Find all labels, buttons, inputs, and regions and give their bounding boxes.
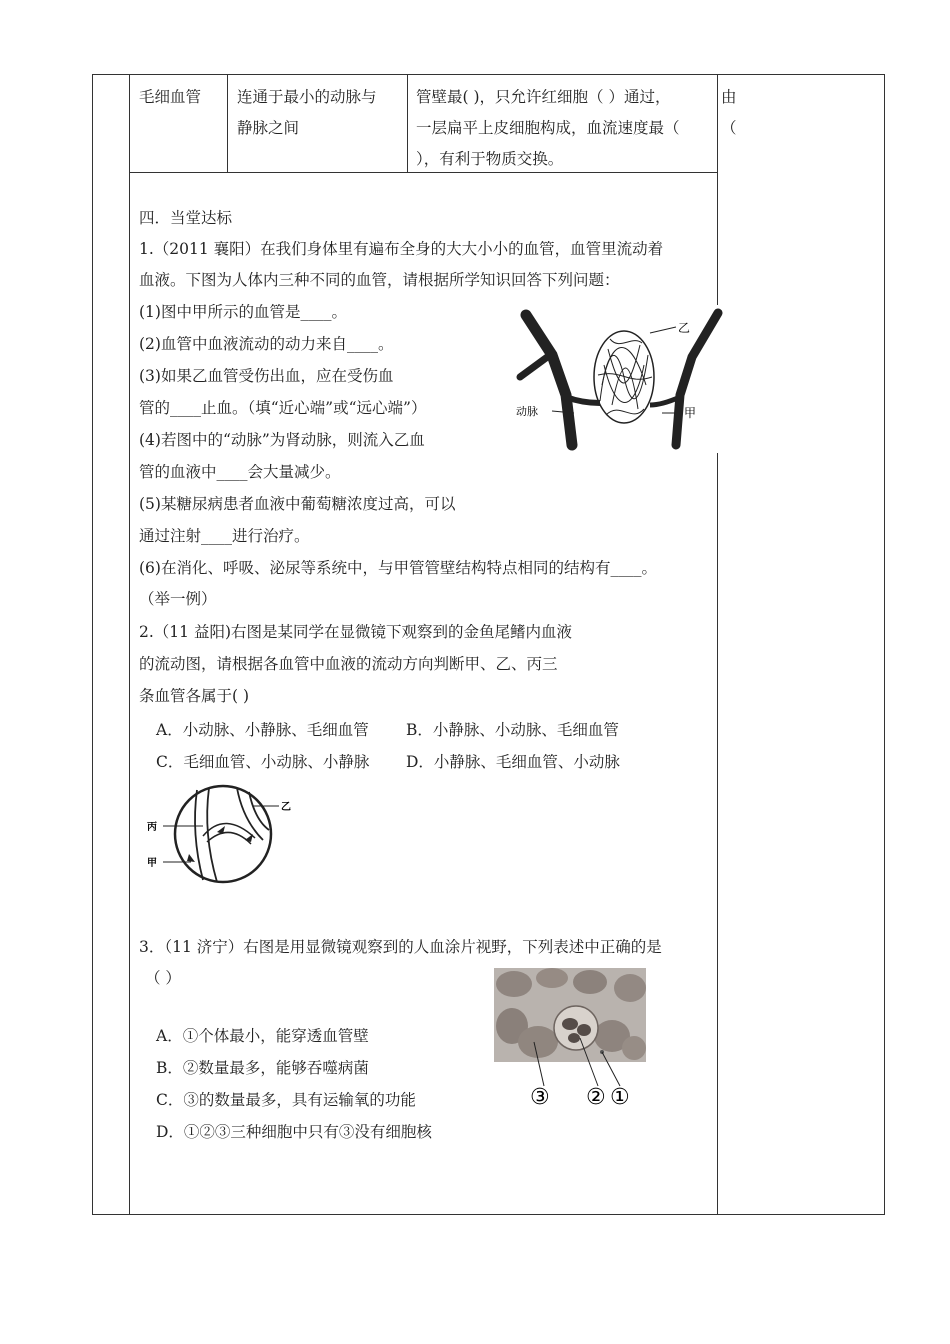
label-1: ①: [610, 1085, 630, 1110]
label-artery: 动脉: [516, 405, 538, 418]
q1-sub: 管的血液中____会大量减少。: [139, 463, 341, 481]
table-divider: [717, 74, 718, 1215]
blood-smear-figure: [494, 968, 648, 1110]
vessel-figure: [512, 305, 726, 453]
cell-features: 管壁最( )，只允许红细胞（ ）通过，: [416, 88, 671, 106]
label-yi: 乙: [281, 802, 291, 813]
section-title: 四．当堂达标: [139, 209, 233, 227]
q2-stem: 2.（11 益阳)右图是某同学在显微镜下观察到的金鱼尾鳍内血液: [139, 623, 572, 641]
q1-sub: (2)血管中血液流动的动力来自____。: [139, 335, 394, 353]
q1-sub: 管的____止血。（填“近心端”或“远心端”）: [139, 399, 427, 417]
q2-option-c[interactable]: C．毛细血管、小动脉、小静脉: [156, 753, 370, 771]
cell-last: （: [721, 119, 737, 137]
label-yi: 乙: [678, 321, 691, 335]
q3-option-d[interactable]: D．①②③三种细胞中只有③没有细胞核: [156, 1123, 432, 1141]
q1-sub: (6)在消化、呼吸、泌尿等系统中，与甲管管壁结构特点相同的结构有____。: [139, 559, 657, 577]
table-divider: [129, 172, 718, 173]
label-bing: 丙: [147, 822, 157, 833]
q2-option-d[interactable]: D．小静脉、毛细血管、小动脉: [406, 753, 620, 771]
q1-sub: (1)图中甲所示的血管是____。: [139, 303, 347, 321]
label-jia: 甲: [684, 406, 697, 420]
cell-last: 由: [721, 88, 737, 106]
q2-option-b[interactable]: B．小静脉、小动脉、毛细血管: [406, 721, 619, 739]
q3-option-a[interactable]: A．①个体最小，能穿透血管壁: [156, 1027, 369, 1045]
cell-features: 一层扁平上皮细胞构成，血流速度最（: [416, 119, 680, 137]
cell-location: 静脉之间: [237, 119, 300, 137]
q3-stem: （ ）: [145, 969, 181, 987]
q2-option-a[interactable]: A．小动脉、小静脉、毛细血管: [156, 721, 369, 739]
q1-sub: （举一例）: [139, 590, 217, 608]
label-2: ②: [586, 1085, 606, 1110]
q1-sub: (5)某糖尿病患者血液中葡萄糖浓度过高，可以: [139, 495, 456, 513]
cell-location: 连通于最小的动脉与: [237, 88, 377, 106]
q1-sub: (3)如果乙血管受伤出血，应在受伤血: [139, 367, 394, 385]
label-jia: 甲: [147, 858, 157, 869]
q3-option-b[interactable]: B．②数量最多，能够吞噬病菌: [156, 1059, 369, 1077]
table-divider: [129, 74, 130, 1215]
fish-tail-figure: [145, 780, 295, 888]
q3-option-c[interactable]: C．③的数量最多，具有运输氧的功能: [156, 1091, 416, 1109]
q2-stem: 的流动图，请根据各血管中血液的流动方向判断甲、乙、丙三: [139, 655, 558, 673]
q1-sub: 通过注射____进行治疗。: [139, 527, 310, 545]
q1-stem: 血液。下图为人体内三种不同的血管，请根据所学知识回答下列问题：: [139, 271, 620, 289]
q1-stem: 1.（2011 襄阳）在我们身体里有遍布全身的大大小小的血管，血管里流动着: [139, 240, 664, 258]
q3-stem: 3．（11 济宁）右图是用显微镜观察到的人血涂片视野，下列表述中正确的是: [139, 938, 662, 956]
table-divider: [407, 74, 408, 172]
label-3: ③: [530, 1085, 550, 1110]
table-divider: [227, 74, 228, 172]
cell-vessel-name: 毛细血管: [139, 88, 202, 106]
q2-stem: 条血管各属于( ): [139, 687, 250, 705]
cell-features: ），有利于物质交换。: [416, 150, 564, 168]
q1-sub: (4)若图中的“动脉”为肾动脉，则流入乙血: [139, 431, 425, 449]
